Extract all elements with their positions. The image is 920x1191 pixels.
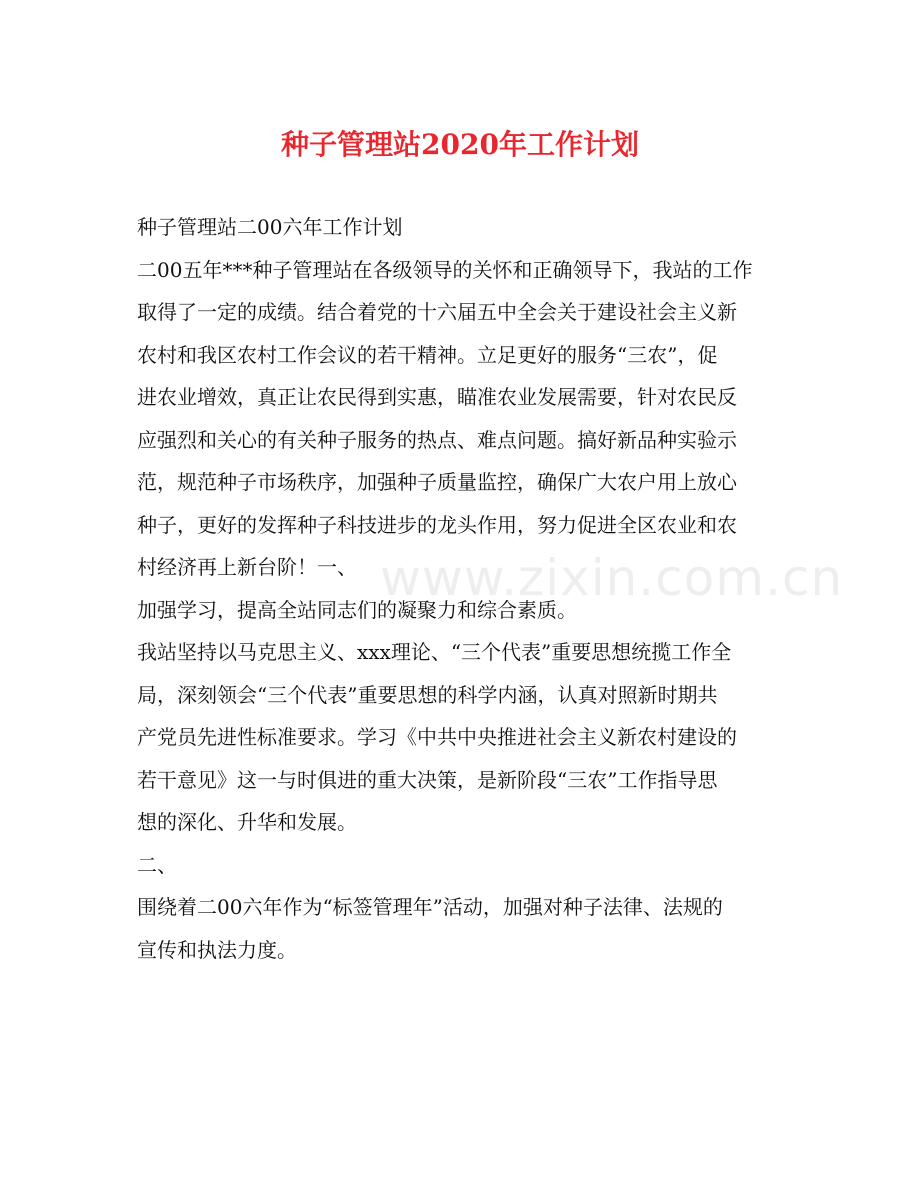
paragraph-label-year — [137, 886, 797, 971]
paragraph-line: 想的深化、升华和发展。 — [137, 810, 357, 834]
paragraph-line: 若干意见》这一与时俱进的重大决策，是新阶段“三农”工作指导思 — [137, 767, 718, 792]
paragraph-line: 加强学习，提高全站同志们的凝聚力和综合素质。 — [137, 597, 577, 622]
paragraph-line: 产党员先进性标准要求。学习《中共中央推进社会主义新农村建设的 — [137, 725, 737, 749]
paragraph-line: 围绕着二00六年作为“标签管理年”活动，加强对种子法律、法规的 — [137, 895, 723, 919]
paragraph-line: 村经济再上新台阶！一、 — [137, 555, 357, 579]
paragraph-line: 宣传和执法力度。 — [137, 937, 297, 962]
paragraph-line: 局，深刻领会“三个代表”重要思想的科学内涵，认真对照新时期共 — [137, 682, 718, 707]
paragraph-line: 我站坚持以马克思主义、xxx理论、“三个代表”重要思想统揽工作全 — [137, 640, 732, 664]
paragraph-line: 二00五年***种子管理站在各级领导的关怀和正确领导下，我站的工作 — [137, 257, 753, 282]
subtitle-line: 种子管理站二00六年工作计划 — [137, 215, 403, 239]
paragraph-study — [137, 589, 797, 632]
paragraph-line: 取得了一定的成绩。结合着党的十六届五中全会关于建设社会主义新 — [137, 300, 737, 324]
section-heading-two — [137, 844, 797, 887]
paragraph-line: 农村和我区农村工作会议的若干精神。立足更好的服务“三农”，促 — [137, 342, 718, 367]
paragraph-line: 种子，更好的发挥种子科技进步的龙头作用，努力促进全区农业和农 — [137, 512, 737, 537]
document-body — [137, 206, 797, 971]
document-subtitle — [137, 206, 797, 249]
paragraph-line: 范，规范种子市场秩序，加强种子质量监控，确保广大农户用上放心 — [137, 470, 737, 494]
paragraph-line: 应强烈和关心的有关种子服务的热点、难点问题。搞好新品种实验示 — [137, 427, 737, 452]
paragraph-line: 进农业增效，真正让农民得到实惠，瞄准农业发展需要，针对农民反 — [137, 385, 737, 409]
document-title: 种子管理站2020年工作计划 — [281, 128, 639, 161]
paragraph-intro — [137, 249, 797, 589]
section-number: 二、 — [137, 852, 177, 877]
paragraph-theory — [137, 631, 797, 844]
watermark-text: www.zixin.com.cn — [380, 549, 844, 607]
